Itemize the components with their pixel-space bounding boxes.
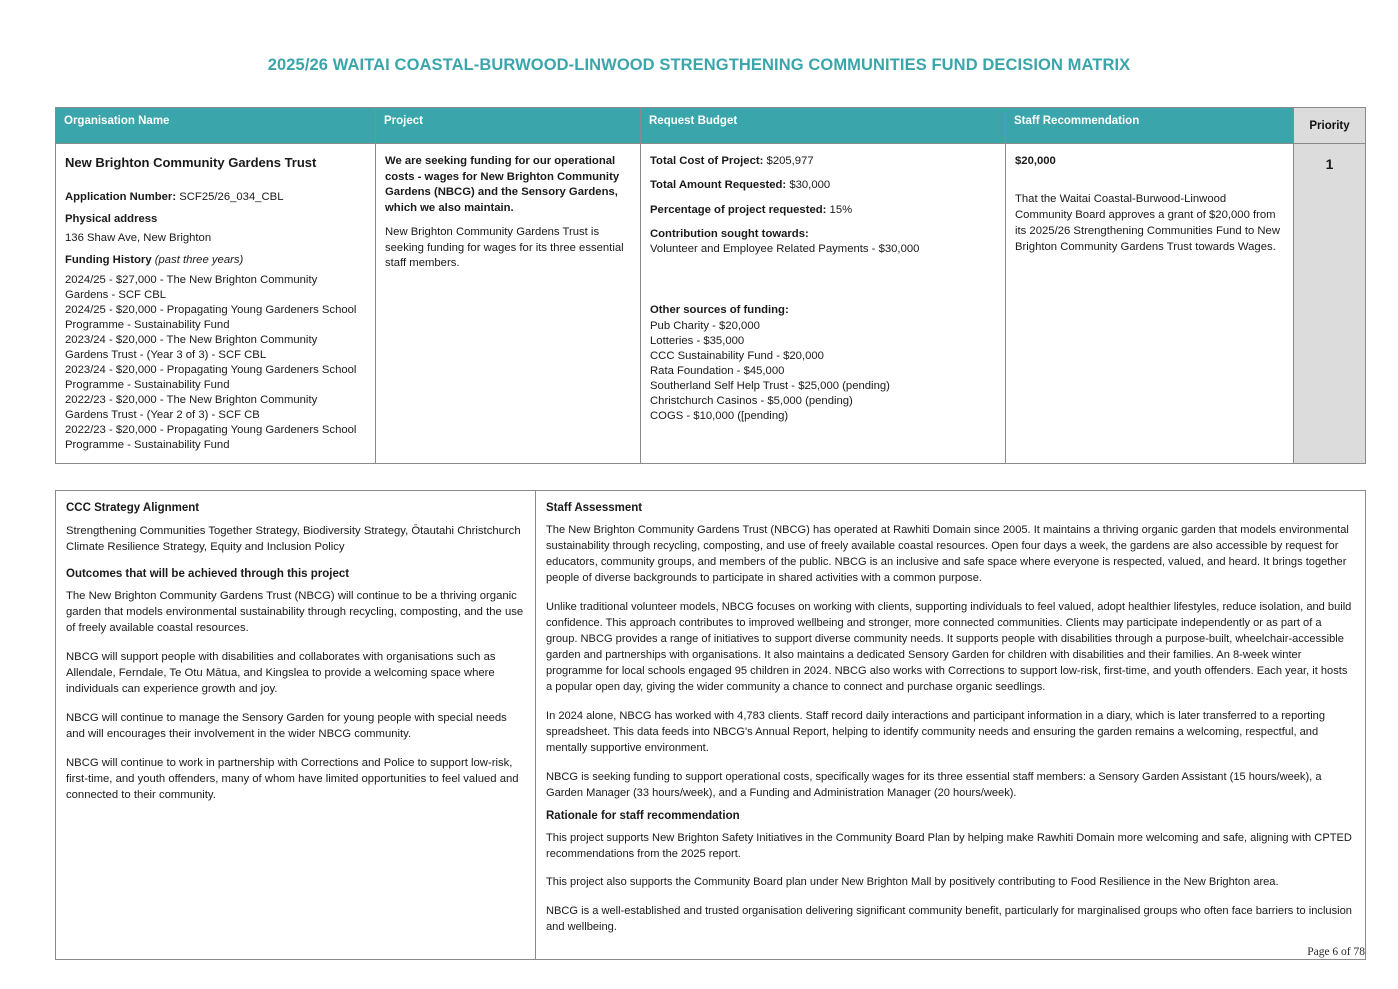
detail-row <box>56 491 1366 960</box>
other-sources-label: Other sources of funding: <box>650 304 789 317</box>
assessment-paragraph: The New Brighton Community Gardens Trust (NBCG) has operated at Rawhiti Domain since 2005. It maintains a thriving organic garden that models environmental sustainability through recycling, composting, and use of freely available coastal resources. Open four days a week, the gardens are also accessible by request for educators, community groups, and members of the public. NBCG is an inclusive and safe space where everyone is respected, valued, and heard. It brings together people of diverse backgrounds to participate in shared activities with a common purpose. <box>546 524 1349 584</box>
assessment-paragraph: In 2024 alone, NBCG has worked with 4,783 clients. Staff record daily interactions and participant information in a diary, which is later transferred to a reporting spreadsheet. This data feeds into NBCG's Annual Report, helping to identify community needs and ensuring the garden remains a welcoming, respectful, and mentally supportive environment. <box>546 709 1326 754</box>
table-row <box>56 144 1366 464</box>
list-item: COGS - $10,000 ([pending) <box>650 409 789 422</box>
rationale-heading: Rationale for staff recommendation <box>546 809 740 822</box>
total-requested-label: Total Amount Requested: <box>650 179 787 192</box>
project-description: New Brighton Community Gardens Trust is seeking funding for wages for its three essential staff members. <box>385 226 624 270</box>
organisation-name: New Brighton Community Gardens Trust <box>65 155 317 170</box>
decision-matrix-table <box>55 107 1366 464</box>
list-item: Pub Charity - $20,000 <box>650 319 760 332</box>
outcomes-heading: Outcomes that will be achieved through this project <box>66 568 350 581</box>
percentage-value: 15% <box>829 203 853 216</box>
cell-staff-assessment <box>536 491 1366 960</box>
spacer <box>65 176 366 190</box>
list-item: Southerland Self Help Trust - $25,000 (pending) <box>650 379 890 392</box>
project-headline: We are seeking funding for our operational costs - wages for New Brighton Community Gardens (NBCG) and the Sensory Gardens, which we also maintain. <box>385 155 620 214</box>
list-item: Lotteries - $35,000 <box>650 334 745 347</box>
funding-history-title: Funding History <box>65 254 152 267</box>
cell-request-budget <box>641 144 1006 464</box>
list-item: Christchurch Casinos - $5,000 (pending) <box>650 394 853 407</box>
column-header-priority: Priority <box>1294 108 1366 144</box>
outcome-paragraph: NBCG will continue to work in partnership with Corrections and Police to support low-risk, first-time, and youth offenders, many of whom have limited opportunities to feel valued and connected to their community. <box>66 757 519 802</box>
list-item: Gardens - SCF CBL <box>65 288 167 301</box>
page-footer: Page 6 of 78 <box>1307 946 1365 958</box>
column-header-project: Project <box>376 108 641 144</box>
application-number-value: SCF25/26_034_CBL <box>179 190 284 203</box>
percentage-label: Percentage of project requested: <box>650 203 827 216</box>
list-item: 2023/24 - $20,000 - Propagating Young Gardeners School <box>65 363 357 376</box>
recommendation-text: That the Waitai Coastal-Burwood-Linwood Community Board approves a grant of $20,000 from its 2025/26 Strengthening Communities Fund to New Brighton Community Gardens Trust towards Wages. <box>1015 193 1280 254</box>
recommended-amount: $20,000 <box>1015 155 1056 167</box>
rationale-paragraph: This project supports New Brighton Safety Initiatives in the Community Board Plan by helping make Rawhiti Domain more welcoming and safe, aligning with CPTED recommendations from the 2025 report. <box>546 831 1352 860</box>
application-number <box>65 190 366 205</box>
column-header-staff-recommendation: Staff Recommendation <box>1006 108 1294 144</box>
contribution-label: Contribution sought towards: <box>650 227 809 240</box>
cell-project <box>376 144 641 464</box>
total-cost <box>650 154 996 169</box>
strategy-heading: CCC Strategy Alignment <box>66 502 200 514</box>
list-item: 2022/23 - $20,000 - Propagating Young Gardeners School <box>65 423 357 436</box>
list-item: Programme - Sustainability Fund <box>65 438 230 451</box>
list-item: Programme - Sustainability Fund <box>65 318 230 331</box>
outcome-paragraph: The New Brighton Community Gardens Trust (NBCG) will continue to be a thriving organic garden that models environmental sustainability through recycling, composting, and the use of freely available coastal resources. <box>66 590 524 635</box>
list-item: Gardens Trust - (Year 3 of 3) - SCF CBL <box>65 348 267 361</box>
assessment-paragraph: NBCG is seeking funding to support operational costs, specifically wages for its three essential staff members: a Sensory Garden Assistant (15 hours/week), a Garden Manager (33 hours/week), and a Funding and Administration Manager (20 hours/week). <box>546 770 1322 799</box>
total-cost-label: Total Cost of Project: <box>650 155 764 167</box>
matrix-header-row <box>56 108 1366 144</box>
outcome-paragraph: NBCG will continue to manage the Sensory Garden for young people with special needs and will encourages their involvement in the wider NBCG community. <box>66 712 507 741</box>
cell-priority: 1 <box>1294 144 1366 464</box>
list-item: CCC Sustainability Fund - $20,000 <box>650 349 824 362</box>
outcome-paragraph: NBCG will support people with disabilities and collaborates with organisations such as Allendale, Ferndale, Te Otu Mātua, and Kingslea to provide a welcoming space where individuals can experience growth and joy. <box>66 651 496 696</box>
percentage-requested <box>650 203 996 218</box>
assessment-heading: Staff Assessment <box>546 502 643 514</box>
total-requested-value: $30,000 <box>789 179 831 192</box>
cell-ccc-strategy-alignment <box>56 491 536 960</box>
cell-staff-recommendation <box>1006 144 1294 464</box>
cell-organisation <box>56 144 376 464</box>
list-item: 2023/24 - $20,000 - The New Brighton Community <box>65 333 318 346</box>
rationale-paragraph: NBCG is a well-established and trusted organisation delivering significant community benefit, particularly for marginalised groups who often face barriers to inclusion and wellbeing. <box>546 905 1352 934</box>
strategy-alignment-text: Strengthening Communities Together Strategy, Biodiversity Strategy, Ōtautahi Christchurch Climate Resilience Strategy, Equity and Inclusion Policy <box>66 525 521 554</box>
list-item: Rata Foundation - $45,000 <box>650 364 785 377</box>
physical-address-value: 136 Shaw Ave, New Brighton <box>65 232 212 245</box>
assessment-paragraph: Unlike traditional volunteer models, NBCG focuses on working with clients, supporting individuals to feel valued, adopt healthier lifestyles, reduce isolation, and build confidence. This approach contributes to improved wellbeing and stronger, more connected communities. Clients may participate independently or as part of a group. NBCG provides a range of initiatives to support diverse community needs. It supports people with disabilities through a purpose-built, wheelchair-accessible garden and partnerships with organisations. It also maintains a dedicated Sensory Garden for children with disabilities and their families. An 8-week winter programme for local schools engaged 95 children in 2024. NBCG also works with Corrections to support low-risk, first-time, and youth offenders. Each year, it hosts a popular open day, giving the wider community a chance to connect and purchase organic seedlings. <box>546 600 1352 693</box>
funding-history-list <box>65 273 366 453</box>
total-cost-value: $205,977 <box>766 155 814 167</box>
physical-address-label: Physical address <box>65 212 158 225</box>
detail-table <box>55 490 1366 960</box>
other-sources-block <box>650 303 996 423</box>
column-header-organisation: Organisation Name <box>56 108 376 144</box>
funding-history-label <box>65 253 366 268</box>
list-item: Programme - Sustainability Fund <box>65 378 230 391</box>
list-item: 2024/25 - $20,000 - Propagating Young Gardeners School <box>65 303 357 316</box>
funding-history-note: (past three years) <box>154 254 244 267</box>
total-requested <box>650 178 996 193</box>
list-item: 2022/23 - $20,000 - The New Brighton Community <box>65 393 318 406</box>
application-number-label: Application Number: <box>65 190 177 203</box>
rationale-paragraph: This project also supports the Community Board plan under New Brighton Mall by positively contributing to Food Resilience in the New Brighton area. <box>546 876 1279 889</box>
list-item: 2024/25 - $27,000 - The New Brighton Community <box>65 273 318 286</box>
column-header-request-budget: Request Budget <box>641 108 1006 144</box>
list-item: Gardens Trust - (Year 2 of 3) - SCF CB <box>65 408 260 421</box>
contribution-value: Volunteer and Employee Related Payments - $30,000 <box>650 243 920 255</box>
page-title: 2025/26 WAITAI COASTAL-BURWOOD-LINWOOD STRENGTHENING COMMUNITIES FUND DECISION MATRIX <box>267 56 1131 74</box>
